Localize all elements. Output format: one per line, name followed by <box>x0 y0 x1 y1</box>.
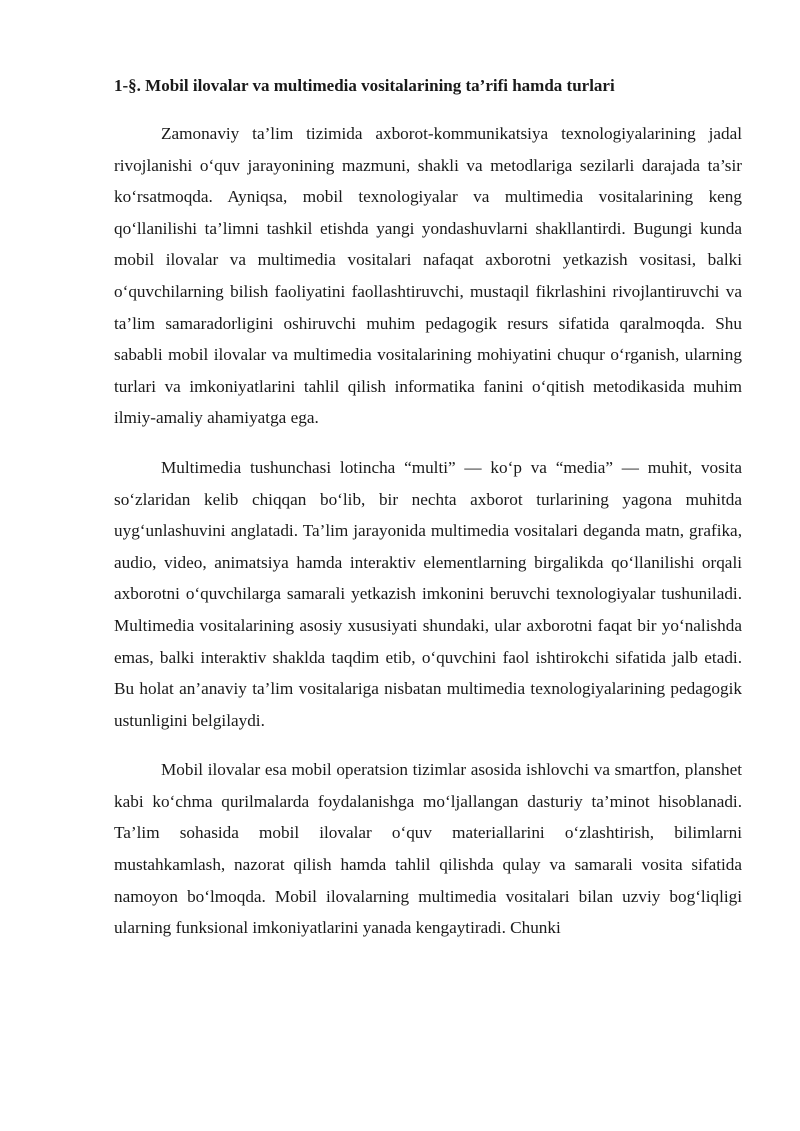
paragraph-3: Mobil ilovalar esa mobil operatsion tizimlar asosida ishlovchi va smartfon, planshet kabi ko‘chma qurilmalarda foydalanishga mo‘ljallangan dasturiy ta’minot hisoblanadi. Ta’lim sohasida mobil ilovalar o‘quv materiallarini o‘zlashtirish, bilimlarni mustahkamlash, nazorat qilish hamda tahlil qilishda qulay va samarali vosita sifatida namoyon bo‘lmoqda. Mobil ilovalarning multimedia vositalari bilan uzviy bog‘liqligi ularning funksional imkoniyatlarini yanada kengaytiradi. Chunki <box>114 760 742 938</box>
section-heading: 1-§. Mobil ilovalar va multimedia vositalarining ta’rifi hamda turlari <box>114 76 615 95</box>
paragraph-2: Multimedia tushunchasi lotincha “multi” — ko‘p va “media” — muhit, vosita so‘zlaridan kelib chiqqan bo‘lib, bir nechta axborot turlarining yagona muhitda uyg‘unlashuvini anglatadi. Ta’lim jarayonida multimedia vositalari deganda matn, grafika, audio, video, animatsiya hamda interaktiv elementlarning birgalikda qo‘llanilishi orqali axborotni o‘quvchilarga samarali yetkazish imkonini beruvchi texnologiyalar tushuniladi. Multimedia vositalarining asosiy xususiyati shundaki, ular axborotni faqat bir yo‘nalishda emas, balki interaktiv shaklda taqdim etib, o‘quvchini faol ishtirokchi sifatida jalb etadi. Bu holat an’anaviy ta’lim vositalariga nisbatan multimedia texnologiyalarining pedagogik ustunligini belgilaydi. <box>114 457 742 730</box>
document-body <box>114 72 742 962</box>
paragraph-1: Zamonaviy ta’lim tizimida axborot-kommunikatsiya texnologiyalarining jadal rivojlanishi o‘quv jarayonining mazmuni, shakli va metodlariga sezilarli darajada ta’sir ko‘rsatmoqda. Ayniqsa, mobil texnologiyalar va multimedia vositalarining keng qo‘llanilishi ta’limni tashkil etishda yangi yondashuvlarni shakllantirdi. Bugungi kunda mobil ilovalar va multimedia vositalari nafaqat axborotni yetkazish vositasi, balki o‘quvchilarning bilish faoliyatini faollashtiruvchi, mustaqil fikrlashini rivojlantiruvchi va ta’lim samaradorligini oshiruvchi muhim pedagogik resurs sifatida qaralmoqda. Shu sababli mobil ilovalar va multimedia vositalarining mohiyatini chuqur o‘rganish, ularning turlari va imkoniyatlarini tahlil qilish informatika fanini o‘qitish metodikasida muhim ilmiy-amaliy ahamiyatga ega. <box>114 124 742 428</box>
